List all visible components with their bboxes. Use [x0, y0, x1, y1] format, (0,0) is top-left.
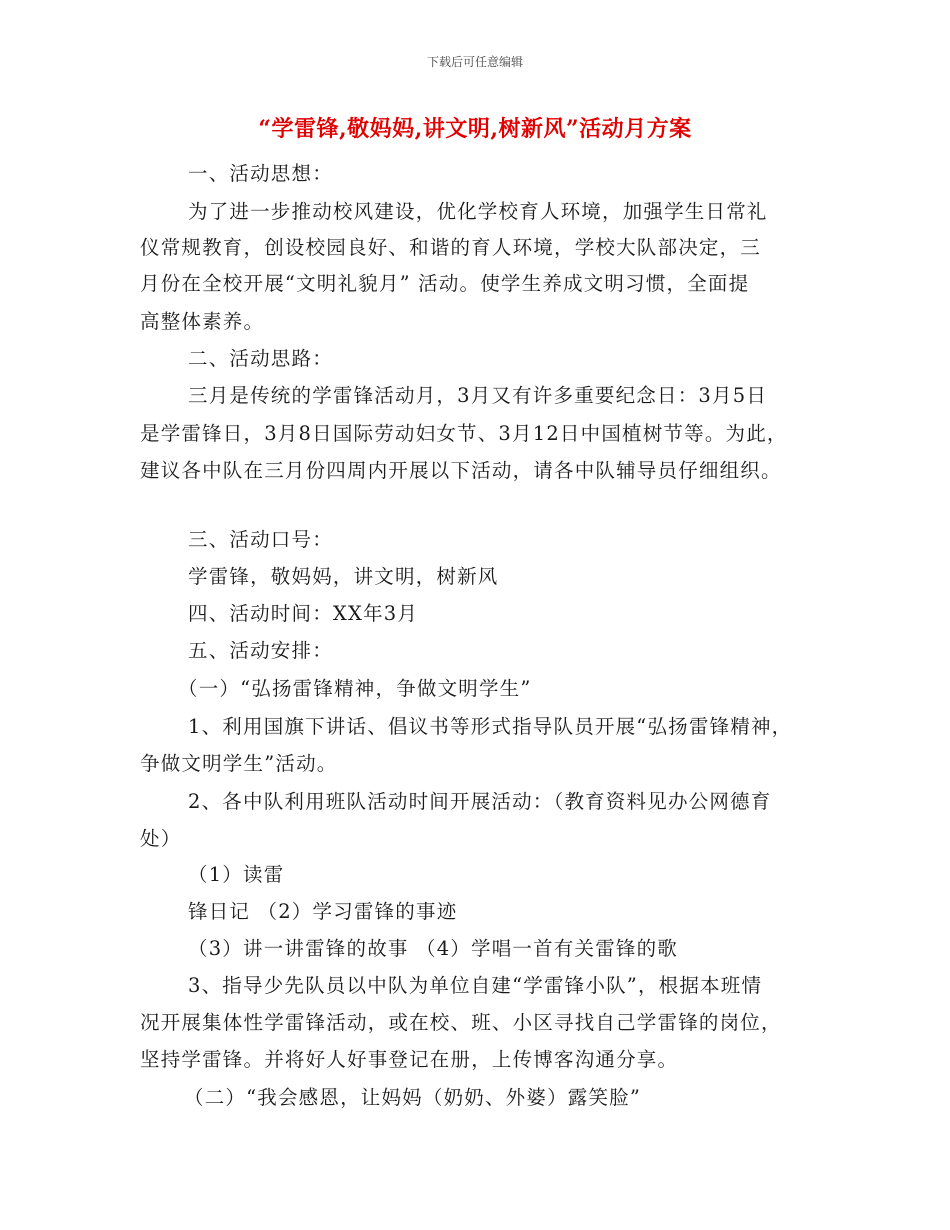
list-item: （3）讲一讲雷锋的故事 （4）学唱一首有关雷锋的歌	[188, 937, 679, 960]
section-heading: 五、活动安排：	[188, 639, 333, 662]
paragraph-line: 处）	[140, 827, 182, 850]
paragraph-line: 高整体素养。	[140, 310, 265, 333]
paragraph-line: 坚持学雷锋。并将好人好事登记在册，上传博客沟通分享。	[140, 1048, 679, 1071]
paragraph-line: 争做文明学生”活动。	[140, 752, 338, 775]
paragraph-line: 1、利用国旗下讲话、倡议书等形式指导队员开展“弘扬雷锋精神，	[188, 715, 793, 738]
subsection-heading: （一）“弘扬雷锋精神，争做文明学生”	[178, 677, 532, 700]
section-heading: 二、活动思路：	[188, 347, 333, 370]
paragraph-line: 三月是传统的学雷锋活动月，3月又有许多重要纪念日：3月5日	[188, 384, 768, 407]
paragraph-line: 况开展集体性学雷锋活动，或在校、班、小区寻找自己学雷锋的岗位，	[140, 1011, 782, 1034]
subsection-heading: （二）“我会感恩，让妈妈（奶奶、外婆）露笑脸”	[184, 1086, 642, 1109]
document-title: “学雷锋,敬妈妈,讲文明,树新风”活动月方案	[258, 116, 692, 142]
list-item: （1）读雷	[188, 863, 285, 886]
list-item: 锋日记 （2）学习雷锋的事迹	[188, 900, 458, 923]
paragraph-line: 为了进一步推动校风建设，优化学校育人环境，加强学生日常礼	[188, 200, 768, 223]
header-note: 下载后可任意编辑	[426, 55, 523, 69]
paragraph-line: 仪常规教育，创设校园良好、和谐的育人环境，学校大队部决定，三	[140, 236, 762, 259]
section-heading: 三、活动口号：	[188, 528, 333, 551]
paragraph-line: 2、各中队利用班队活动时间开展活动：（教育资料见办公网德育	[188, 790, 772, 813]
paragraph-line: 3、指导少先队员以中队为单位自建“学雷锋小队”，根据本班情	[188, 974, 763, 997]
paragraph-line: 是学雷锋日，3月8日国际劳动妇女节、3月12日中国植树节等。为此，	[140, 422, 788, 445]
slogan-line: 学雷锋，敬妈妈，讲文明，树新风	[188, 565, 499, 588]
section-heading: 四、活动时间：XX年3月	[188, 602, 419, 625]
paragraph-line: 建议各中队在三月份四周内开展以下活动，请各中队辅导员仔细组织。	[140, 459, 782, 482]
paragraph-line: 月份在全校开展“文明礼貌月” 活动。使学生养成文明习惯，全面提	[140, 272, 750, 295]
section-heading: 一、活动思想：	[188, 162, 333, 185]
